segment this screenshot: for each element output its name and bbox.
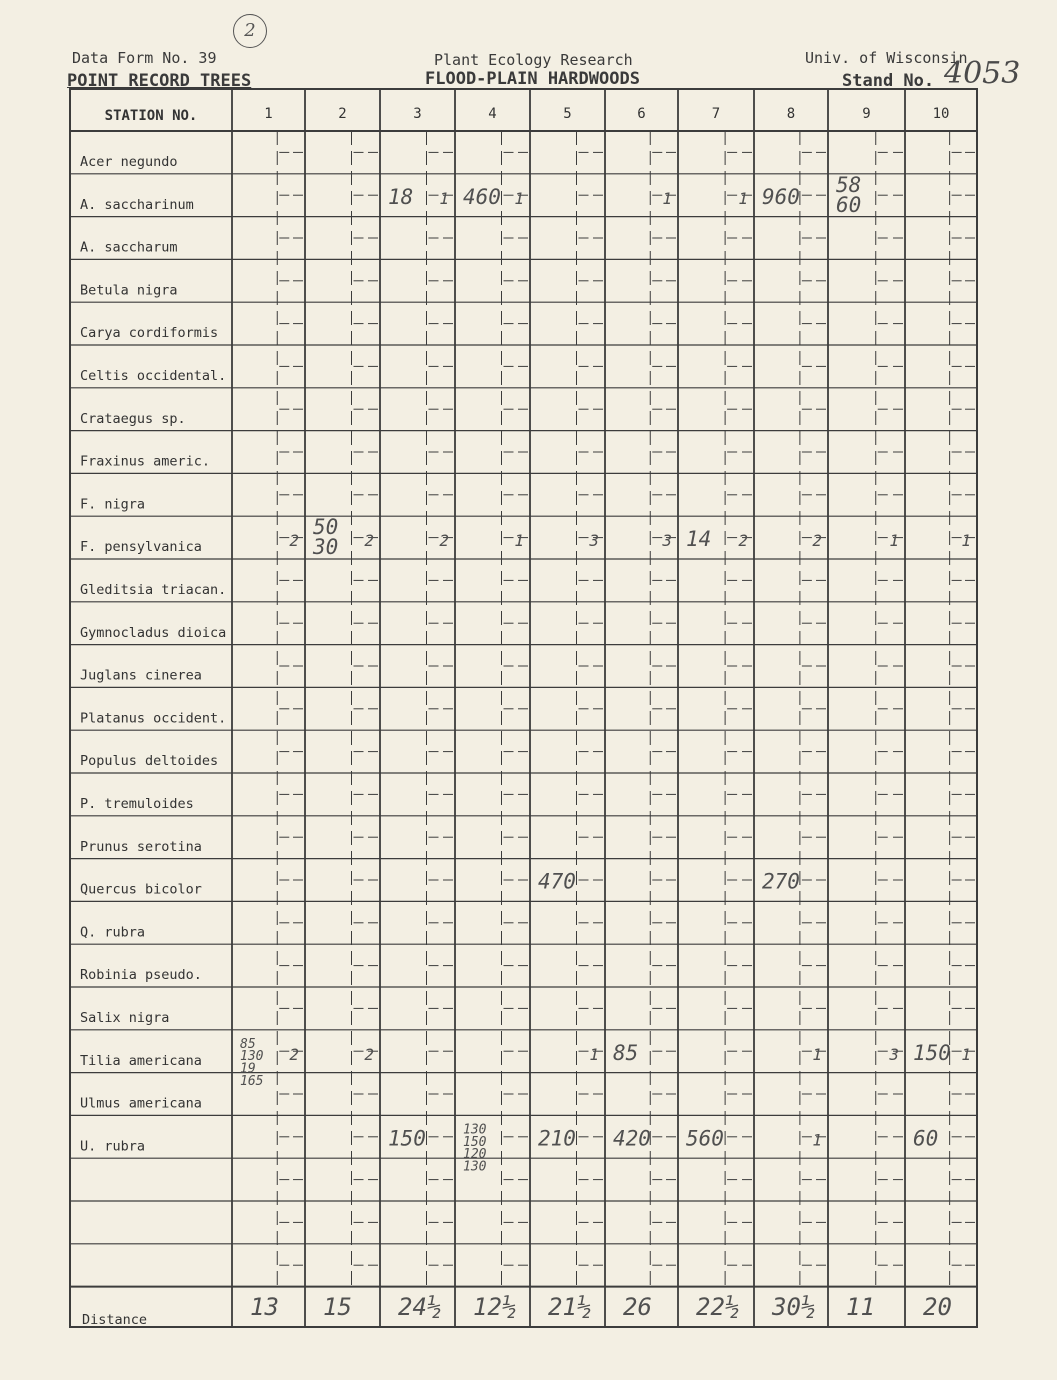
table-frame [70,89,977,1327]
handwritten-value: 120 [463,1147,487,1163]
handwritten-value: 150 [913,1040,951,1065]
distance-value: 22½ [696,1293,740,1321]
handwritten-entry [289,1045,299,1064]
species-label: F. pensylvanica [80,539,202,556]
distance-value: 13 [250,1293,279,1321]
handwritten-value: 1 [589,1044,599,1064]
species-label: Betula nigra [80,282,178,299]
distance-value: 21½ [548,1293,592,1321]
handwritten-value: 19 [240,1061,256,1077]
handwritten-value: 2 [364,1044,374,1064]
species-label: Prunus serotina [80,838,202,855]
handwritten-value: 2 [364,531,374,551]
handwritten-entry [514,531,524,550]
species-label: F. nigra [80,496,146,513]
handwritten-value: 150 [388,1126,426,1151]
species-label: Gleditsia triacan. [80,582,227,598]
handwritten-value: 150 [463,1134,487,1150]
handwritten-entry [812,1130,822,1149]
handwritten-entry [613,1041,638,1065]
station-number: 10 [932,106,950,122]
handwritten-value: 460 [463,184,501,209]
handwritten-value: 130 [463,1122,487,1138]
handwritten-value: 2 [439,531,449,551]
station-header: STATION NO. [104,108,198,124]
form-title: POINT RECORD TREES [67,71,252,91]
handwritten-entry [463,185,501,209]
species-label: U. rubra [80,1138,146,1155]
handwritten-value: 1 [812,1044,822,1064]
handwritten-entry [888,1045,899,1064]
handwritten-entry [289,531,299,550]
handwritten-entry [961,1045,971,1064]
form-number: Data Form No. 39 [72,49,217,67]
species-label: Gymnocladus dioica [80,624,227,641]
handwritten-value: 1 [514,188,524,208]
handwritten-value: 60 [913,1126,939,1151]
distance-value: 26 [623,1293,652,1321]
station-number: 8 [786,106,796,122]
handwritten-value: 210 [538,1126,576,1151]
species-label: Carya cordiformis [80,325,219,342]
species-label: Robinia pseudo. [80,967,202,984]
species-label: Acer negundo [80,154,178,170]
university-label: Univ. of Wisconsin [805,49,968,67]
handwritten-entry [961,531,971,550]
handwritten-value: 14 [686,527,712,552]
handwritten-value: 3 [889,1044,899,1064]
handwritten-entry [388,1126,426,1150]
stand-number: 4053 [944,56,1021,91]
species-label: Fraxinus americ. [80,453,211,470]
species-label: P. tremuloides [80,796,194,812]
handwritten-value: 2 [289,1044,299,1064]
handwritten-value: 58 [836,172,862,197]
handwritten-entry [686,1126,724,1150]
handwritten-value: 1 [889,531,899,551]
handwritten-entry [588,531,599,550]
handwritten-entry [364,1045,374,1064]
handwritten-value: 2 [289,531,299,551]
page-marker: 2 [233,14,267,48]
handwritten-value: 270 [762,869,800,894]
handwritten-value: 30 [313,535,339,560]
station-number: 7 [711,106,721,122]
handwritten-value: 2 [738,531,748,551]
handwritten-value: 2 [812,531,822,551]
handwritten-value: 1 [439,188,449,208]
habitat-title: FLOOD-PLAIN HARDWOODS [425,69,640,89]
species-label: A. saccharinum [80,196,194,213]
handwritten-entry [836,173,861,217]
handwritten-entry [240,1037,264,1089]
handwritten-value: 3 [589,531,599,551]
handwritten-entry [738,189,748,208]
species-label: Ulmus americana [80,1095,202,1112]
species-label: Q. rubra [80,924,146,941]
handwritten-value: 165 [240,1073,264,1089]
species-label: Quercus bicolor [80,881,202,898]
distance-value: 20 [923,1293,952,1321]
handwritten-value: 560 [686,1126,724,1151]
handwritten-entry [889,531,899,550]
handwritten-value: 85 [613,1040,639,1065]
station-number: 9 [862,106,871,122]
distance-label: Distance [82,1312,148,1328]
handwritten-value: 960 [762,184,800,209]
handwritten-entry [762,870,800,894]
distance-value: 24½ [398,1293,442,1321]
distance-value: 30½ [772,1293,816,1321]
station-number: 5 [563,106,572,122]
handwritten-value: 1 [812,1130,822,1150]
species-label: A. saccharum [80,239,178,256]
station-number: 6 [637,106,646,122]
station-number: 2 [338,106,347,122]
handwritten-value: 1 [961,531,971,551]
handwritten-entry [662,189,672,208]
handwritten-entry [738,531,748,550]
distance-value: 11 [846,1293,875,1321]
handwritten-entry [312,515,338,559]
handwritten-entry [439,189,449,208]
handwritten-value: 1 [514,531,524,551]
handwritten-entry [812,531,822,550]
species-label: Celtis occidental. [80,368,227,384]
station-number: 3 [413,106,422,122]
handwritten-entry [463,1122,487,1174]
handwritten-value: 470 [538,869,576,894]
handwritten-entry [538,870,576,894]
handwritten-value: 50 [313,515,339,540]
handwritten-entry [686,527,711,551]
station-number: 4 [488,106,497,122]
handwritten-entry [913,1041,951,1065]
handwritten-entry [812,1045,822,1064]
handwritten-entry [439,531,449,550]
distance-value: 15 [323,1293,352,1321]
species-label: Salix nigra [80,1010,170,1026]
handwritten-entry [762,185,800,209]
stand-label: Stand No. [842,71,935,91]
handwritten-entry [538,1126,576,1150]
species-label: Platanus occident. [80,710,227,727]
species-label: Crataegus sp. [80,410,186,427]
species-label: Tilia americana [80,1052,202,1069]
handwritten-entry [661,531,672,550]
handwritten-value: 420 [613,1126,651,1151]
handwritten-value: 3 [662,531,672,551]
handwritten-entry [589,1045,599,1064]
distance-value: 12½ [473,1293,517,1321]
handwritten-entry [913,1126,938,1150]
handwritten-value: 85 [240,1036,256,1052]
handwritten-value: 130 [463,1159,487,1175]
handwritten-value: 130 [240,1049,264,1065]
research-label: Plant Ecology Research [434,51,633,69]
handwritten-entry [514,189,524,208]
handwritten-value: 1 [738,188,748,208]
species-label: Populus deltoides [80,753,219,770]
handwritten-entry [388,185,413,209]
handwritten-entry [364,531,374,550]
handwritten-value: 18 [388,184,414,209]
handwritten-value: 1 [662,188,672,208]
species-label: Juglans cinerea [80,667,202,684]
handwritten-value: 60 [836,192,862,217]
station-number: 1 [264,106,273,122]
handwritten-entry [613,1126,651,1150]
handwritten-value: 1 [961,1044,971,1064]
